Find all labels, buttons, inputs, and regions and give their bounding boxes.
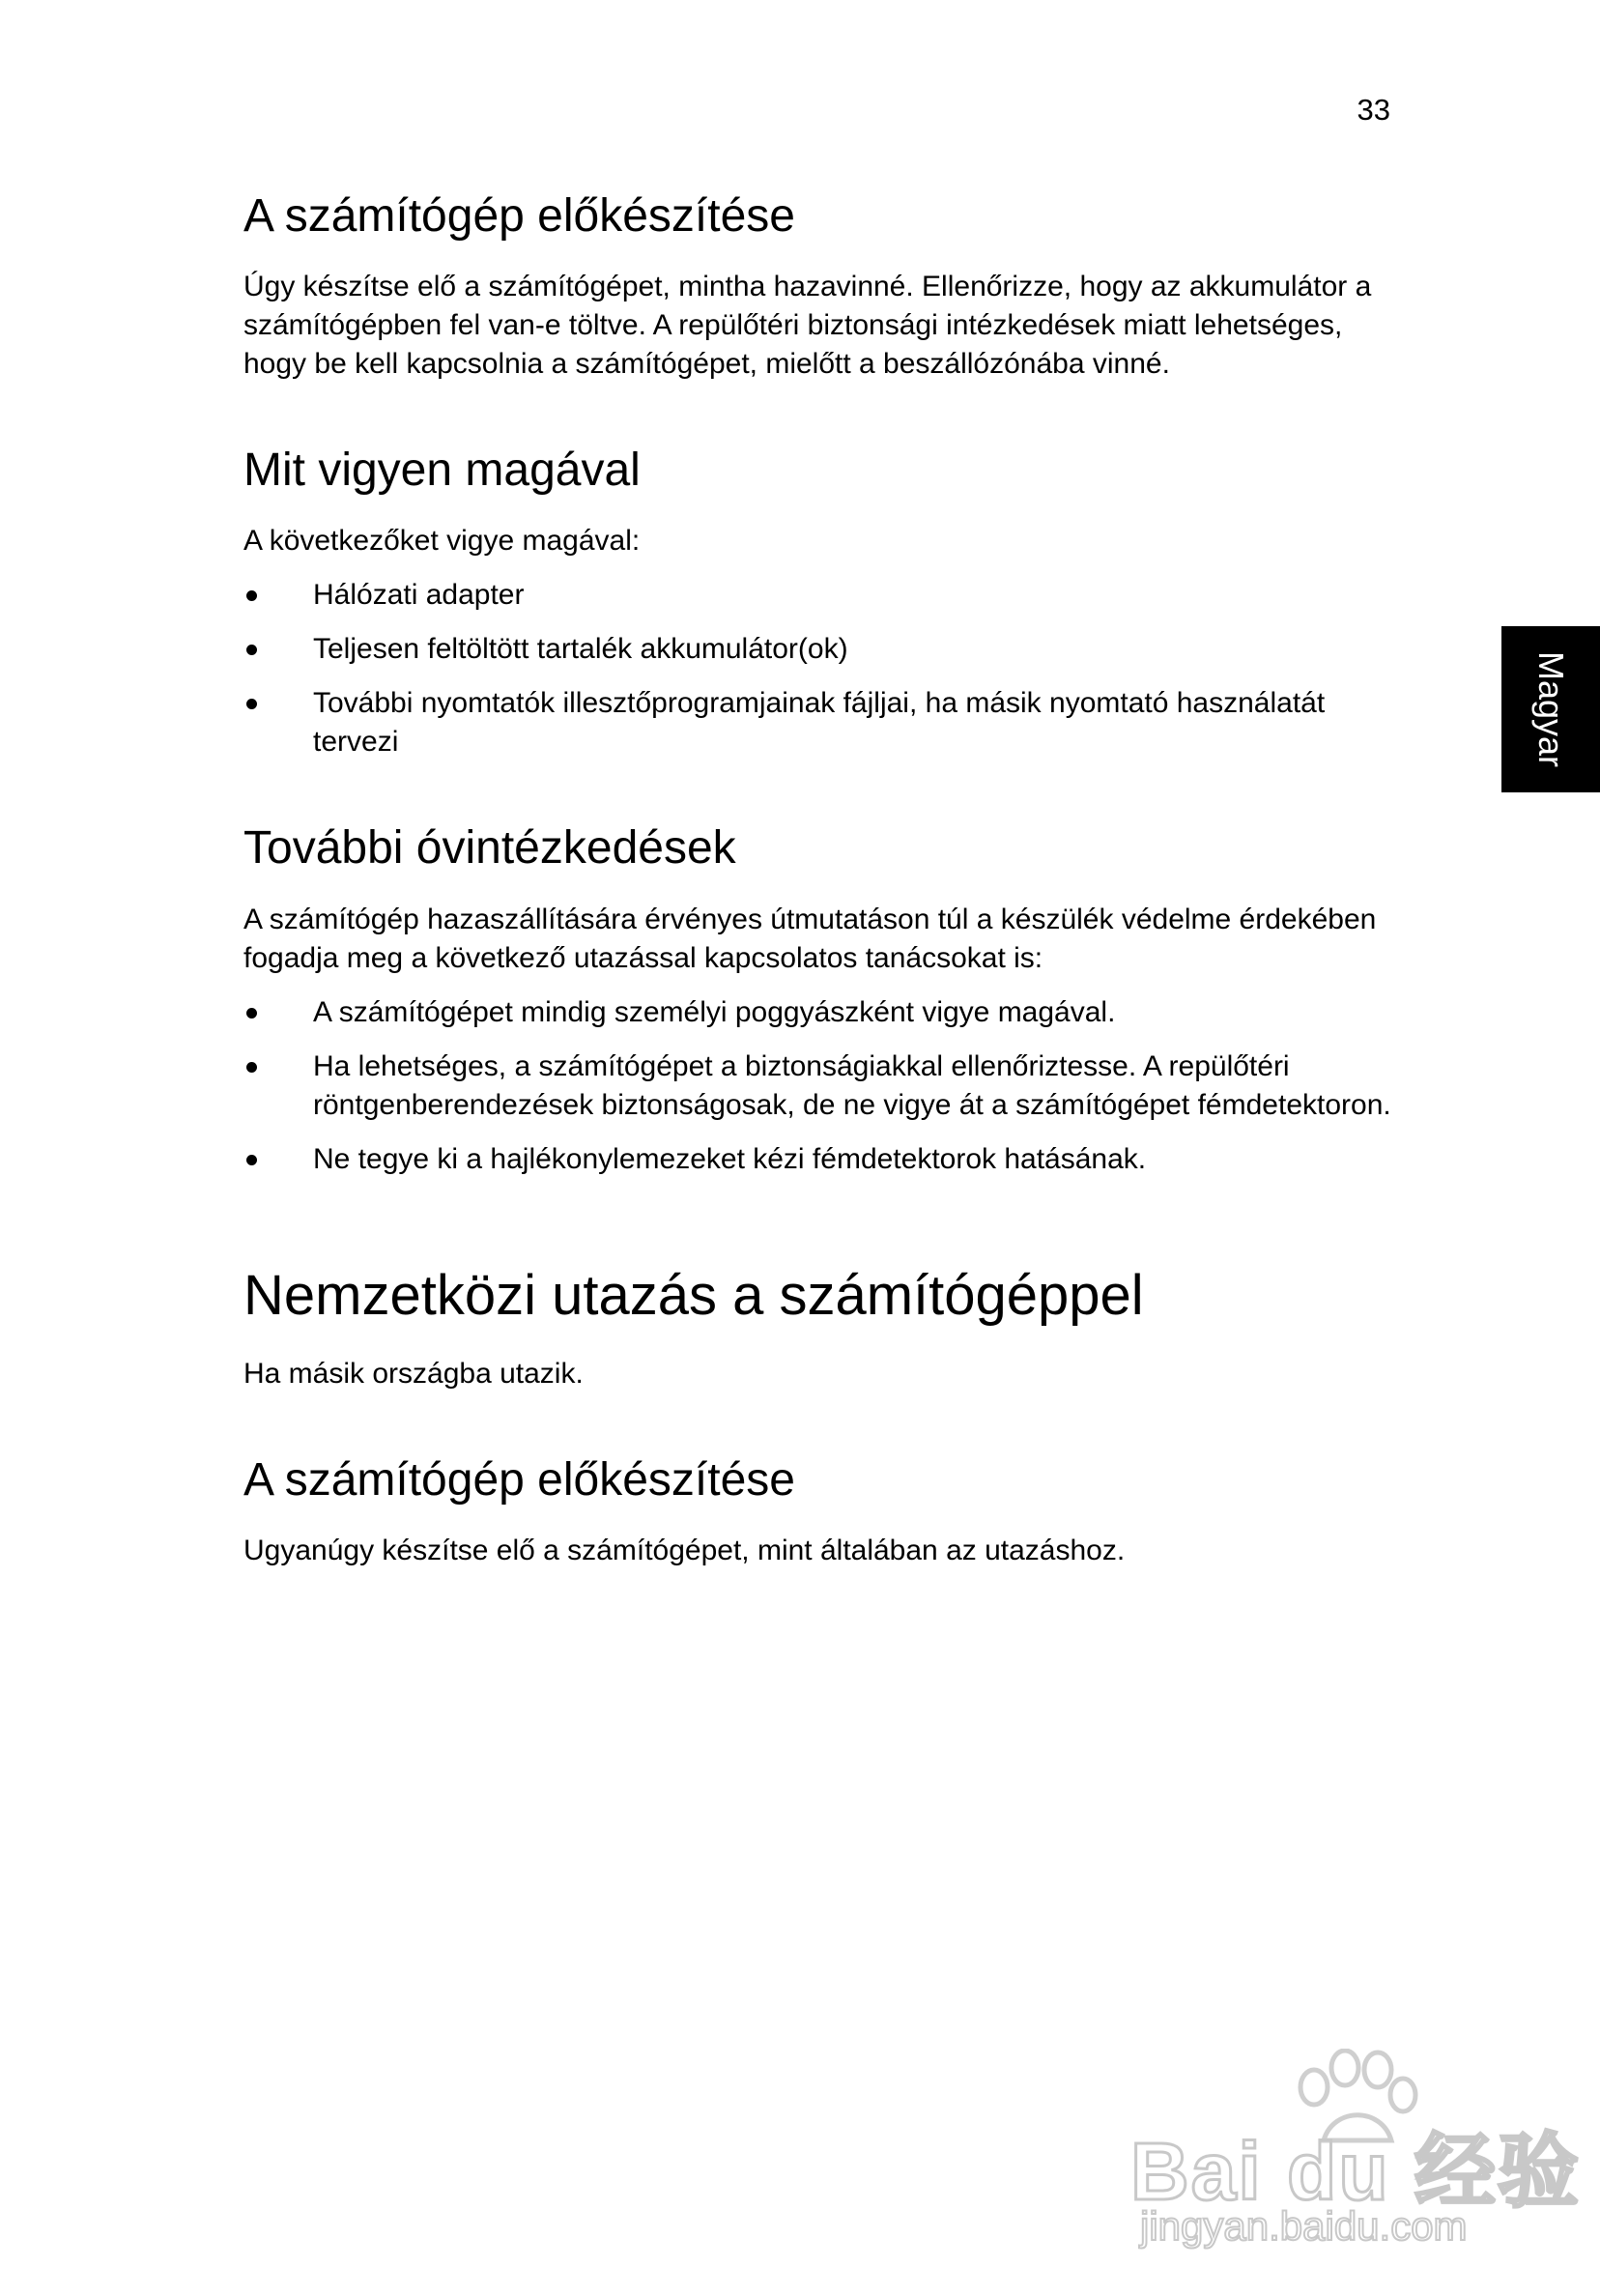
list-item: További nyomtatók illesztőprogramjainak fájljai, ha másik nyomtató használatát tervezi [243,684,1393,761]
section-heading-prepare-international: A számítógép előkészítése [243,1454,795,1507]
section-paragraph-prepare-international: Ugyanúgy készítse elő a számítógépet, mint általában az utazáshoz. [243,1535,1126,1567]
section-heading-what-to-bring: Mit vigyen magával [243,445,641,497]
list-item: Ha lehetséges, a számítógépet a biztonságiakkal ellenőriztesse. A repülőtéri röntgenberendezések biztonságosak, de ne vigye át a számítógépet fémdetektoron. [243,1048,1393,1125]
section-intro-what-to-bring: A következőket vigye magával: [243,525,641,558]
watermark-url: jingyan.baidu.com [1140,2203,1468,2249]
page-content [243,189,1393,1630]
list-item: A számítógépet mindig személyi poggyászként vigye magával. [243,993,1393,1032]
page-number: 33 [1357,93,1390,127]
section-intro-precautions: A számítógép hazaszállítására érvényes útmutatáson túl a készülék védelme érdekében fogadja meg a következő utazással kapcsolatos tanácsokat is: [243,903,1377,974]
watermark-brand: Bai du 经验 [1130,2126,1582,2217]
list-item: Teljesen feltöltött tartalék akkumulátor(ok) [243,630,1393,669]
language-tab [1501,626,1600,792]
section-paragraph-prepare: Úgy készítse elő a számítógépet, mintha hazavinné. Ellenőrizze, hogy az akkumulátor a számítógépben fel van-e töltve. A repülőtéri biztonsági intézkedések miatt lehetséges, hogy be kell kapcsolnia a számítógépet, mielőtt a beszállózónába vinné. [243,271,1372,381]
baidu-watermark [1130,2049,1582,2249]
bullet-list-precautions [243,993,1393,1179]
section-heading-prepare: A számítógép előkészítése [243,190,795,242]
language-tab-label: Magyar [1531,650,1572,768]
section-paragraph-international: Ha másik országba utazik. [243,1358,584,1391]
list-item: Hálózati adapter [243,576,1393,615]
chapter-heading-international: Nemzetközi utazás a számítógéppel [243,1263,1144,1327]
section-heading-precautions: További óvintézkedések [243,822,736,875]
list-item: Ne tegye ki a hajlékonylemezeket kézi fémdetektorok hatásának. [243,1140,1393,1179]
bullet-list-what-to-bring [243,576,1393,761]
